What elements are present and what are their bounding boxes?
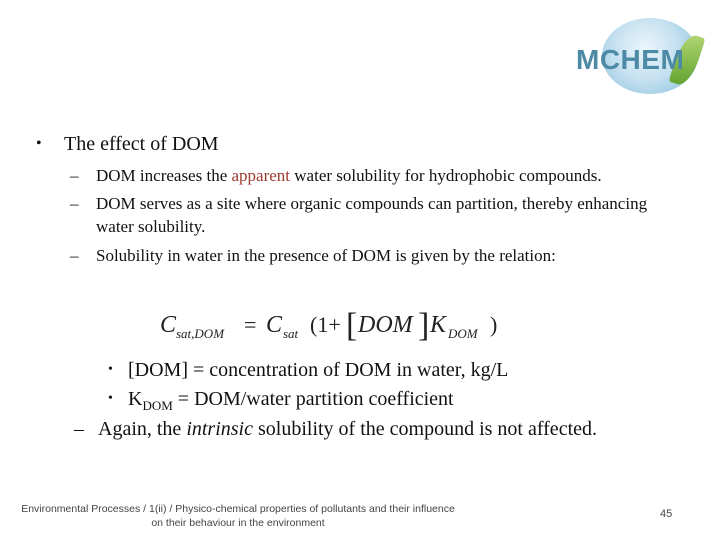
definition-rest: = DOM/water partition coefficient (172, 388, 454, 410)
footer-line-1: Environmental Processes / 1(ii) / Physico-chemical properties of pollutants and their influence (21, 503, 455, 515)
formula-dom: DOM (358, 312, 413, 338)
point-dash: – (70, 194, 79, 213)
conclusion-emph: intrinsic (186, 418, 253, 440)
formula-equals: = (244, 312, 257, 337)
footer (6, 502, 470, 530)
formula-bracket-open: [ (346, 307, 358, 344)
definition-k: K (128, 388, 143, 410)
formula-lhs: C (160, 312, 177, 338)
point-text: DOM serves as a site where organic compounds can partition, thereby enhancing water solubility. (96, 194, 648, 236)
heading-bullet: • (36, 135, 42, 152)
point-text (96, 164, 696, 187)
definition-bullet: • (108, 362, 113, 377)
heading-text: The effect of DOM (64, 133, 219, 155)
conclusion-pre: Again, the (98, 418, 187, 440)
logo-text: MCHEM (576, 44, 685, 75)
definition-text (128, 386, 454, 419)
solubility-formula (156, 296, 516, 346)
formula-lhs-sub: sat,DOM (176, 326, 225, 341)
point-dash: – (70, 246, 79, 265)
formula-k-sub: DOM (448, 326, 478, 341)
conclusion-text (98, 416, 597, 442)
conclusion-dash: – (74, 418, 84, 440)
formula-bracket-close: ] (418, 307, 430, 344)
formula-k: K (430, 312, 447, 338)
mchem-logo (572, 12, 710, 98)
point-text-accent: apparent (231, 166, 291, 185)
footer-line-2: on their behaviour in the environment (151, 517, 325, 529)
point-dash: – (70, 166, 79, 185)
definition-bullet: • (108, 391, 113, 406)
point-text-post: water solubility for hydrophobic compounds. (290, 166, 602, 185)
formula-open: (1+ (310, 312, 341, 337)
conclusion-post: solubility of the compound is not affected. (252, 418, 597, 440)
point-text-pre: DOM increases the (96, 166, 232, 185)
page-number: 45 (660, 508, 673, 520)
formula-close: ) (490, 312, 498, 337)
formula-rhs-c: C (266, 312, 283, 338)
definition-k-sub: DOM (142, 398, 173, 413)
definition-text: [DOM] = concentration of DOM in water, kg/L (128, 359, 509, 381)
point-text: Solubility in water in the presence of DOM is given by the relation: (96, 246, 556, 265)
formula-rhs-sub: sat (283, 326, 299, 341)
